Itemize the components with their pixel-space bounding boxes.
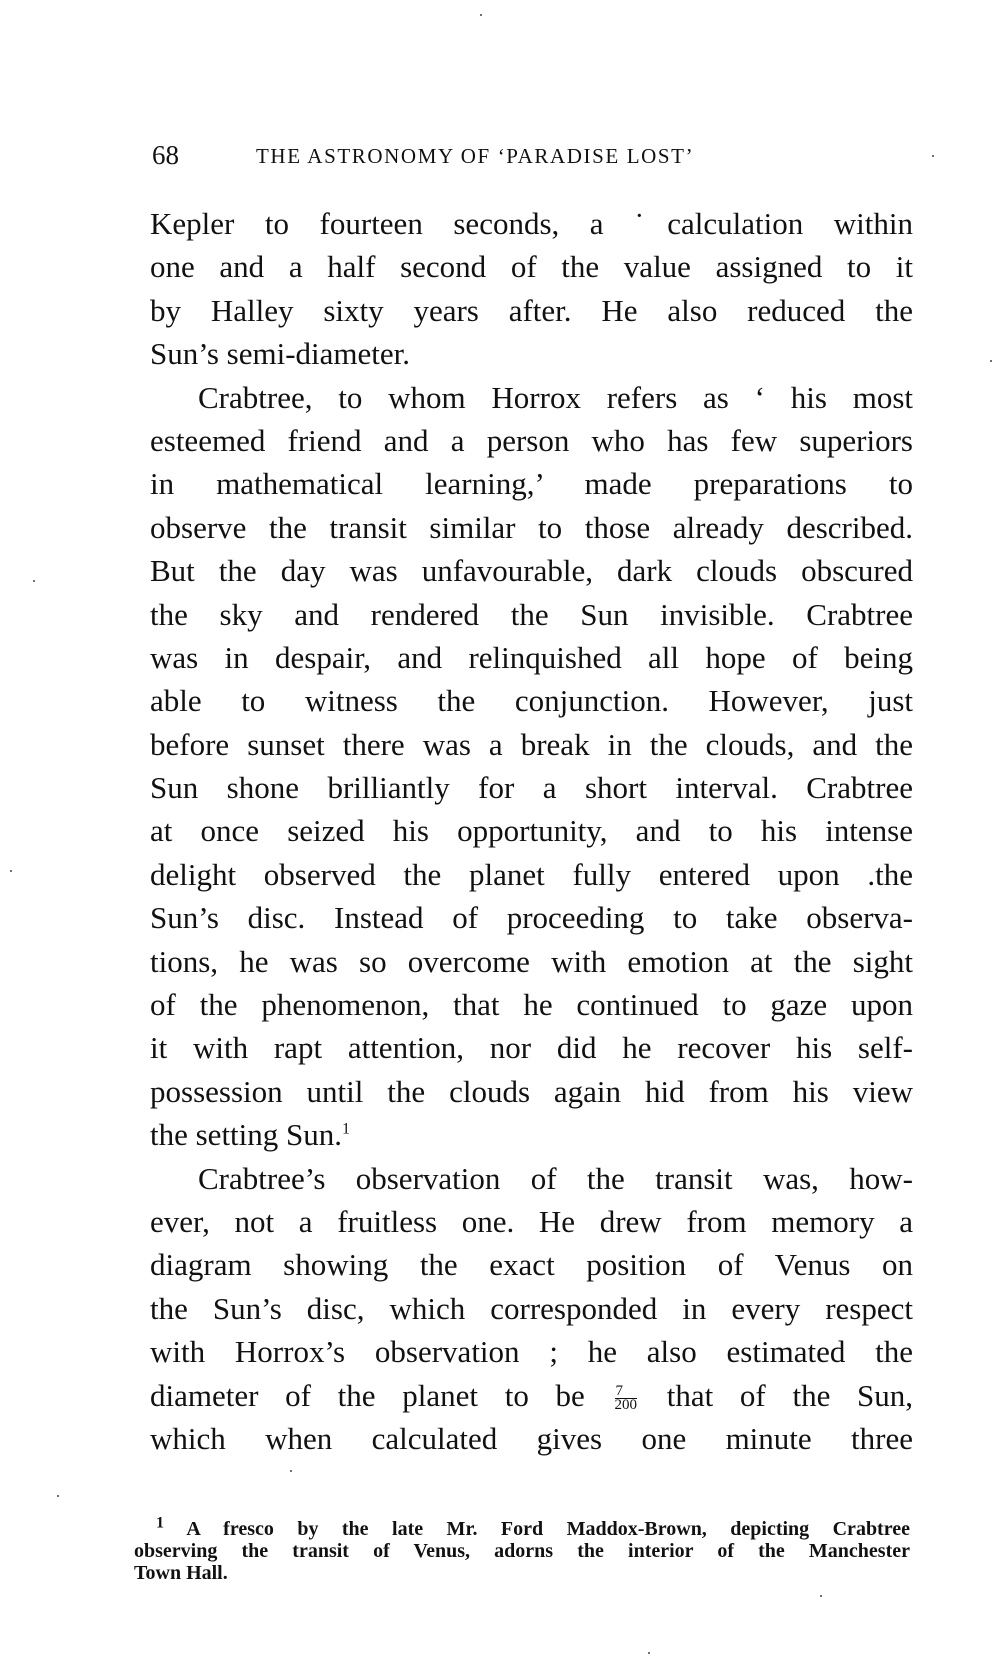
text-line — [150, 1113, 913, 1156]
scan-speck — [990, 360, 992, 362]
scan-speck — [10, 870, 12, 872]
footnote-reference: 1 — [342, 1120, 351, 1138]
text-line: Crabtree, to whom Horrox refers as ‘ his most — [198, 379, 913, 415]
text-line: able to witness the conjunction. However, just — [150, 683, 913, 719]
text-line: esteemed friend and a person who has few superiors — [150, 422, 913, 458]
fraction-numerator: 7 — [615, 1385, 638, 1399]
text-line — [150, 1374, 913, 1417]
running-header — [152, 140, 912, 174]
text-line: diagram showing the exact position of Venus on — [150, 1247, 913, 1283]
text-line: in mathematical learning,’ made preparations to — [150, 466, 913, 502]
scan-speck — [480, 14, 482, 16]
text-line: the sky and rendered the Sun invisible. Crabtree — [150, 596, 913, 632]
text-line: Sun shone brilliantly for a short interval. Crabtree — [150, 770, 913, 806]
footnote-text: A fresco by the late Mr. Ford Maddox-Brown, depicting Crabtree — [186, 1518, 910, 1540]
text-line: one and a half second of the value assigned to it — [150, 249, 913, 285]
text-line: was in despair, and relinquished all hope of being — [150, 639, 913, 675]
scan-speck — [290, 1470, 292, 1472]
text-line: delight observed the planet fully entered upon .the — [150, 856, 913, 892]
text-line: by Halley sixty years after. He also reduced the — [150, 292, 913, 328]
footnote-line: observing the transit of Venus, adorns the interior of the Manchester — [134, 1540, 910, 1562]
text-line: which when calculated gives one minute three — [150, 1420, 913, 1456]
text-line: of the phenomenon, that he continued to gaze upon — [150, 987, 913, 1023]
page-number: 68 — [152, 140, 179, 170]
footnote-line: Town Hall. — [134, 1562, 228, 1584]
body-text — [150, 202, 913, 1460]
scan-speck — [820, 1595, 822, 1597]
text-line-content: the setting Sun. — [150, 1117, 343, 1153]
fraction — [614, 1382, 638, 1413]
text-line: Sun’s semi-diameter. — [150, 336, 411, 372]
text-line: observe the transit similar to those already described. — [150, 509, 913, 545]
scan-speck — [932, 155, 934, 157]
text-line: tions, he was so overcome with emotion at the sight — [150, 943, 913, 979]
text-line: ever, not a fruitless one. He drew from memory a — [150, 1203, 913, 1239]
footnote — [134, 1514, 910, 1584]
text-line: Sun’s disc. Instead of proceeding to take observa- — [150, 900, 913, 936]
text-line: possession until the clouds again hid from his view — [150, 1073, 913, 1109]
text-line: it with rapt attention, nor did he recover his self- — [150, 1030, 913, 1066]
scan-speck — [57, 1495, 59, 1497]
text-line: Crabtree’s observation of the transit was, how- — [198, 1160, 913, 1196]
running-title: THE ASTRONOMY OF ‘PARADISE LOST’ — [256, 144, 695, 168]
text-line-content: diameter of the planet to be — [150, 1377, 585, 1413]
text-line-content: that of the Sun, — [666, 1377, 914, 1413]
text-line: before sunset there was a break in the clouds, and the — [150, 726, 913, 762]
fraction-denominator: 200 — [614, 1396, 638, 1413]
text-line: the Sun’s disc, which corresponded in every respect — [150, 1290, 913, 1326]
footnote-marker: 1 — [156, 1514, 164, 1532]
text-line: at once seized his opportunity, and to his intense — [150, 813, 913, 849]
text-line: with Horrox’s observation ; he also estimated the — [150, 1334, 913, 1370]
scan-speck — [648, 1652, 650, 1654]
text-line: Kepler to fourteen seconds, a ˙calculation within — [150, 206, 913, 241]
text-line: But the day was unfavourable, dark clouds obscured — [150, 553, 913, 589]
scan-speck — [33, 580, 35, 582]
footnote-line — [134, 1514, 910, 1540]
